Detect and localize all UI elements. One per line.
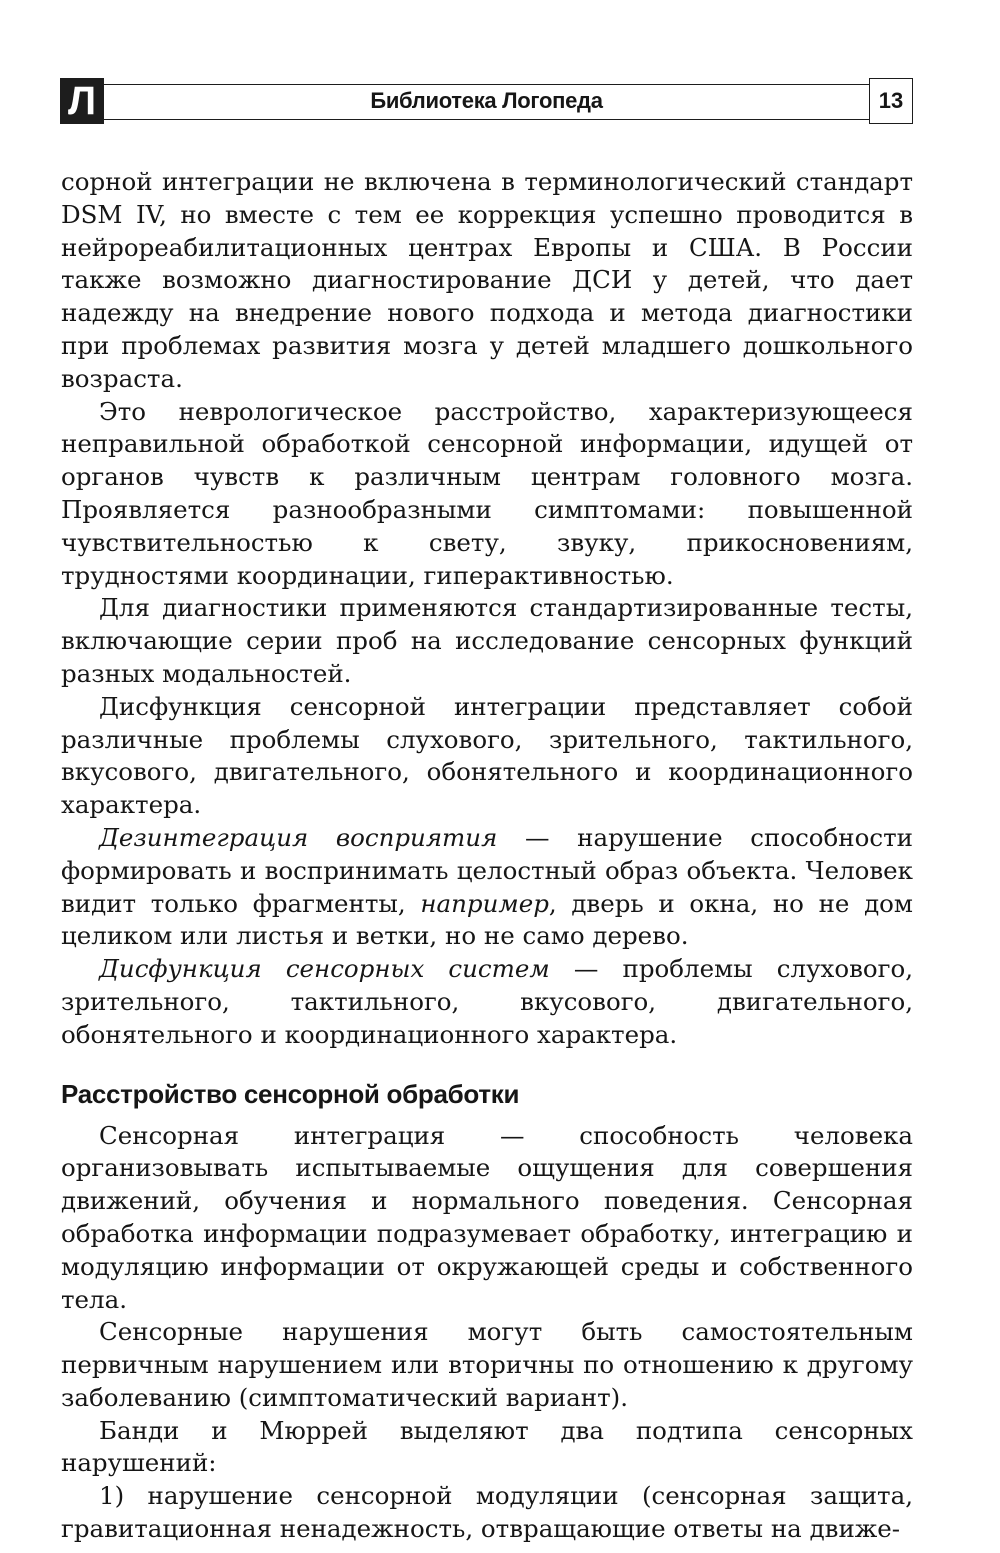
paragraph-sensory-disorders: Сенсорные нарушения могут быть самостоятельным первичным нарушением или вторичны по отношению к другому заболеванию (симптоматический вариант).	[61, 1317, 913, 1412]
list-item-modulation: 1) нарушение сенсорной модуляции (сенсорная защита, гравитационная ненадежность, отвращающие ответы на движе-	[61, 1481, 913, 1544]
system-dysfunction-text: — проблемы слухового, зрительного, тактильного, вкусового, двигательного, обонятельного и координационного характера.	[61, 954, 913, 1049]
disintegration-text-b: , дверь и окна, но не дом целиком или листья и ветки, но не само дерево.	[61, 888, 913, 951]
paragraph-continued: сорной интеграции не включена в терминологический стандарт DSM IV, но вместе с тем ее коррекция успешно проводится в нейрореабилитационных центрах Европы и США. В России также возможно диагностирование ДСИ у детей, что дает надежду на внедрение нового подхода и метода диагностики при проблемах развития мозга у детей младшего дошкольного возраста.	[61, 167, 913, 393]
paragraph-system-dysfunction	[61, 953, 913, 1051]
paragraph-sensory-integration: Сенсорная интеграция — способность человека организовывать испытываемые ощущения для совершения движений, обучения и нормального поведения. Сенсорная обработка информации подразумевает обработку, интеграцию и модуляцию информации от окружающей среды и собственного тела.	[61, 1120, 913, 1314]
page-number: 13	[869, 78, 913, 124]
term-system-dysfunction: Дисфункция сенсорных систем	[99, 954, 550, 984]
term-disintegration: Дезинтеграция восприятия	[99, 822, 498, 852]
disintegration-text-a: — нарушение способности формировать и воспринимать целостный образ объекта. Человек видит только фрагменты,	[61, 822, 913, 918]
section-heading: Расстройство сенсорной обработки	[61, 1078, 520, 1109]
term-example: например	[420, 888, 549, 918]
page-body	[61, 166, 913, 1546]
paragraph-disorder-definition: Это неврологическое расстройство, характеризующееся неправильной обработкой сенсорной информации, идущей от органов чувств к различным центрам головного мозга. Проявляется разнообразными симптомами: повышенной чувствительностью к свету, звуку, прикосновениям, трудностями координации, гиперактивностью.	[61, 396, 913, 590]
series-logo: Л	[60, 78, 104, 124]
paragraph-subtypes: Банди и Мюррей выделяют два подтипа сенсорных нарушений:	[61, 1415, 913, 1478]
paragraph-diagnostics: Для диагностики применяются стандартизированные тесты, включающие серии проб на исследование сенсорных функций разных модальностей.	[61, 593, 913, 688]
paragraph-dysfunction: Дисфункция сенсорной интеграции представляет собой различные проблемы слухового, зрительного, тактильного, вкусового, двигательного, обонятельного и координационного характера.	[61, 691, 913, 820]
series-title: Библиотека Логопеда	[370, 88, 603, 113]
running-header	[60, 78, 913, 124]
paragraph-disintegration	[61, 822, 913, 953]
